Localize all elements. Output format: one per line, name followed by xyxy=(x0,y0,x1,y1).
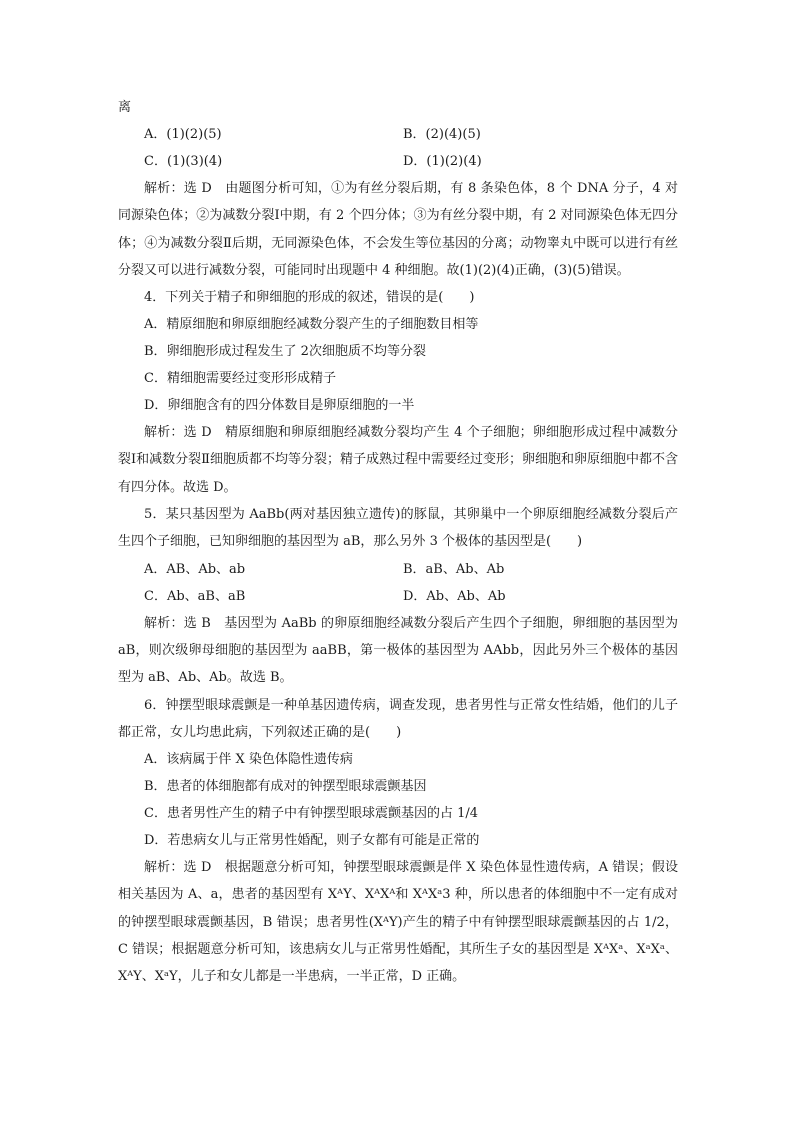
q6-analysis: 解析：选 D 根据题意分析可知，钟摆型眼球震颤是伴 X 染色体显性遗传病，A 错误；假设相关基因为 A、a，患者的基因型有 XᴬY、XᴬXᴬ和 XᴬXᵃ3 种，所以患者的体细胞中不一定有成对的钟摆型眼球震颤基因，B 错误；患者男性(XᴬY)产生的精子中有钟摆型眼球震颤基因的占 1/2，C 错误；根据题意分析可知，该患病女儿与正常男性婚配，其所生子女的基因型是 XᴬXᵃ、XᵃXᵃ、XᴬY、XᵃY，儿子和女儿都是一半患病，一半正常，D 正确。 xyxy=(118,860,678,985)
q5-options-row-2 xyxy=(118,583,678,610)
page-content xyxy=(118,94,678,991)
q3-continuation: 离 xyxy=(118,100,132,115)
q5-options-row-1 xyxy=(118,556,678,583)
q3-option-d: D．(1)(2)(4) xyxy=(403,154,482,169)
q6-option-c: C．患者男性产生的精子中有钟摆型眼球震颤基因的占 1/4 xyxy=(144,806,479,822)
q6-option-a: A．该病属于伴 X 染色体隐性遗传病 xyxy=(144,752,353,768)
q3-option-a: A．(1)(2)(5) xyxy=(144,127,222,142)
q5-option-c: C．Ab、aB、aB xyxy=(144,588,246,604)
q5-option-d: D．Ab、Ab、Ab xyxy=(403,588,506,604)
q6-option-d: D．若患病女儿与正常男性婚配，则子女都有可能是正常的 xyxy=(144,833,480,849)
q4-analysis: 解析：选 D 精原细胞和卵原细胞经减数分裂均产生 4 个子细胞；卵细胞形成过程中减数分裂Ⅰ和减数分裂Ⅱ细胞质都不均等分裂；精子成熟过程中需要经过变形；卵细胞和卵原细胞中都不含有四分体。故选 D。 xyxy=(118,425,678,495)
q5-stem: 5．某只基因型为 AaBb(两对基因独立遗传)的豚鼠，其卵巢中一个卵原细胞经减数分裂后产生四个子细胞，已知卵细胞的基因型为 aB，那么另外 3 个极体的基因型是( ) xyxy=(118,507,678,550)
q4-option-b: B．卵细胞形成过程发生了 2次细胞质不均等分裂 xyxy=(144,344,426,360)
q3-options-row-1 xyxy=(118,121,678,148)
q3-option-c: C．(1)(3)(4) xyxy=(144,154,223,169)
q6-stem: 6．钟摆型眼球震颤是一种单基因遗传病，调查发现，患者男性与正常女性结婚，他们的儿子都正常，女儿均患此病，下列叙述正确的是( ) xyxy=(118,697,678,740)
q4-option-a: A．精原细胞和卵原细胞经减数分裂产生的子细胞数目相等 xyxy=(144,317,479,333)
q4-stem: 4．下列关于精子和卵细胞的形成的叙述，错误的是( ) xyxy=(144,290,475,306)
q3-option-b: B．(2)(4)(5) xyxy=(403,127,481,142)
q5-analysis: 解析：选 B 基因型为 AaBb 的卵原细胞经减数分裂后产生四个子细胞，卵细胞的基因型为 aB，则次级卵母细胞的基因型为 aaBB，第一极体的基因型为 AAbb，因此另外三个极体的基因型为 aB、Ab、Ab。故选 B。 xyxy=(118,615,678,686)
q3-options-row-2 xyxy=(118,148,678,175)
q6-option-b: B．患者的体细胞都有成对的钟摆型眼球震颤基因 xyxy=(144,779,427,795)
q4-option-c: C．精细胞需要经过变形形成精子 xyxy=(144,371,336,387)
q5-option-b: B．aB、Ab、Ab xyxy=(403,561,505,577)
q5-option-a: A．AB、Ab、ab xyxy=(144,561,246,577)
q3-analysis: 解析：选 D 由题图分析可知，①为有丝分裂后期，有 8 条染色体，8 个 DNA 分子，4 对同源染色体；②为减数分裂Ⅰ中期，有 2 个四分体；③为有丝分裂中期，有 2 对同源染色体无四分体；④为减数分裂Ⅱ后期，无同源染色体，不会发生等位基因的分离；动物睾丸中既可以进行有丝分裂又可以进行减数分裂，可能同时出现题中 4 种细胞。故(1)(2)(4)正确，(3)(5)错误。 xyxy=(118,181,678,278)
q4-option-d: D．卵细胞含有的四分体数目是卵原细胞的一半 xyxy=(144,398,415,414)
